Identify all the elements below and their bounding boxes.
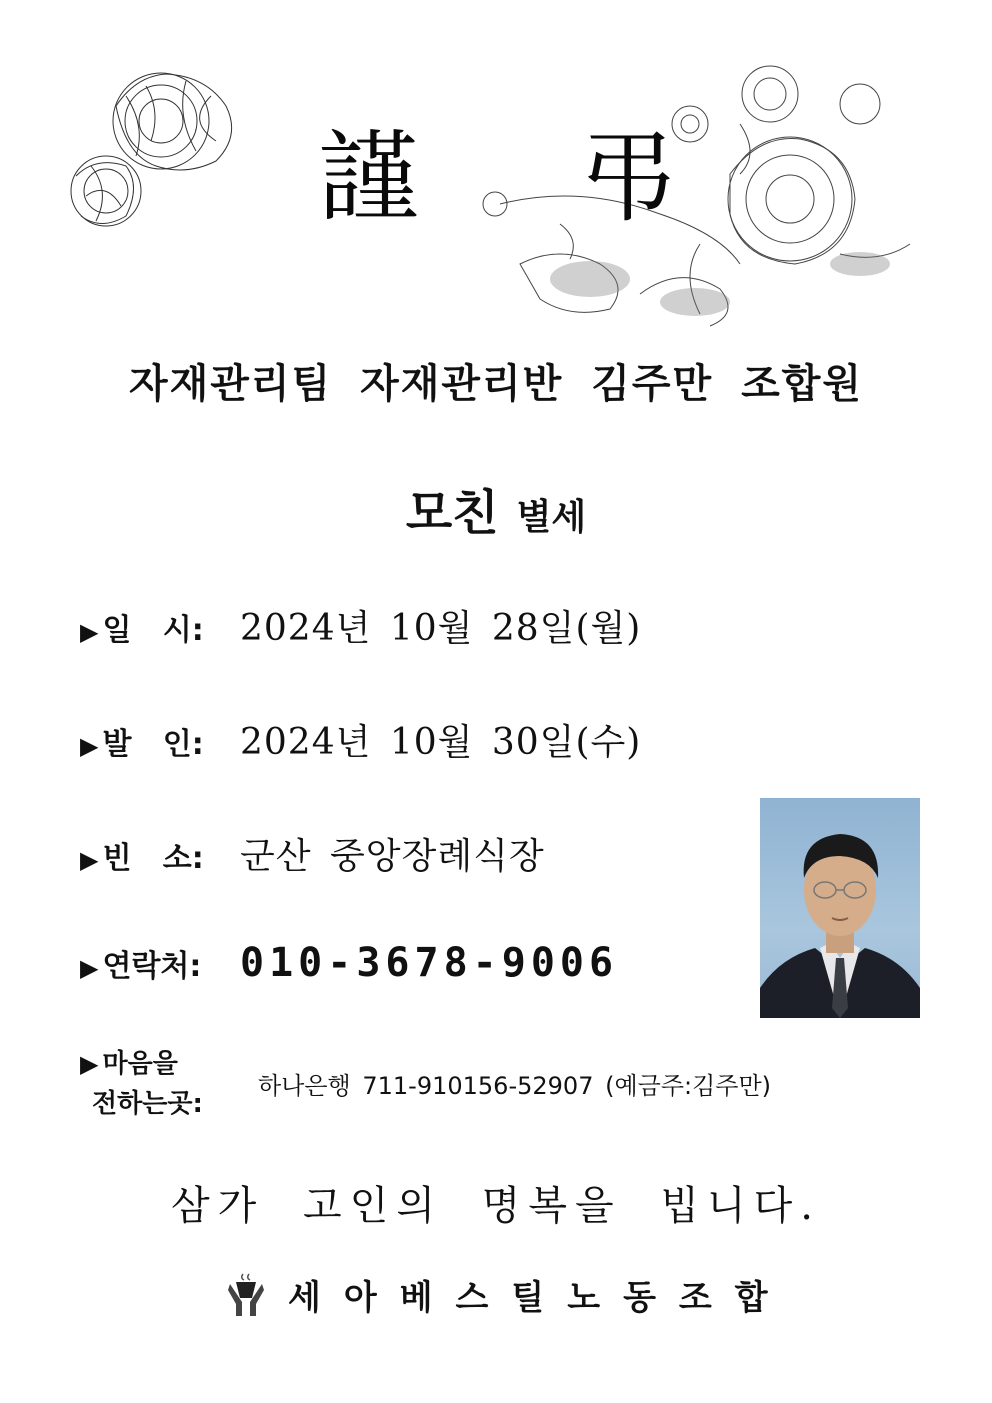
triangle-right-icon: ▶ xyxy=(80,846,99,874)
union-hands-logo xyxy=(226,1272,266,1318)
detail-row-mortuary xyxy=(80,828,545,879)
triangle-right-icon: ▶ xyxy=(80,954,99,982)
condolence-message: 삼가 고인의 명복을 빕니다. xyxy=(171,1183,821,1229)
chrysanthemum-left-decoration xyxy=(66,66,246,236)
portrait-photo xyxy=(760,798,920,1018)
passing-relation: 모친 xyxy=(405,485,499,541)
detail-label: ▶ 일 시: xyxy=(80,613,204,648)
union-signature xyxy=(226,1270,791,1319)
detail-value: 2024년 10월 30일(수) xyxy=(240,722,642,763)
detail-row-datetime xyxy=(80,600,641,651)
passing-word: 별세 xyxy=(516,497,587,538)
contact-phone: 010-3678-9006 xyxy=(240,940,619,986)
detail-value: 2024년 10월 28일(월) xyxy=(240,608,642,649)
detail-label: ▶ 빈 소: xyxy=(80,841,204,876)
title-char-1: 謹 xyxy=(318,119,418,236)
page-title xyxy=(318,119,678,236)
account-label xyxy=(80,1044,203,1124)
detail-label: ▶ 연락처: xyxy=(80,949,202,984)
deceased-relation-subject: 자재관리팀 자재관리반 김주만 조합원 xyxy=(128,361,864,407)
account-label-line1: 마음을 xyxy=(102,1049,178,1079)
title-char-2: 弔 xyxy=(578,119,678,236)
account-label-line2: 전하는곳: xyxy=(92,1089,203,1119)
account-value: 하나은행 711-910156-52907 (예금주:김주만) xyxy=(258,1072,772,1100)
detail-row-contact xyxy=(80,940,618,986)
triangle-right-icon: ▶ xyxy=(80,618,99,646)
triangle-right-icon: ▶ xyxy=(80,732,99,760)
detail-row-funeral xyxy=(80,714,641,765)
detail-value: 군산 중앙장례식장 xyxy=(240,836,545,877)
passing-notice xyxy=(0,474,992,543)
triangle-right-icon: ▶ xyxy=(80,1050,99,1078)
detail-label: ▶ 발 인: xyxy=(80,727,204,762)
union-name: 세아베스틸노동조합 xyxy=(288,1278,791,1318)
